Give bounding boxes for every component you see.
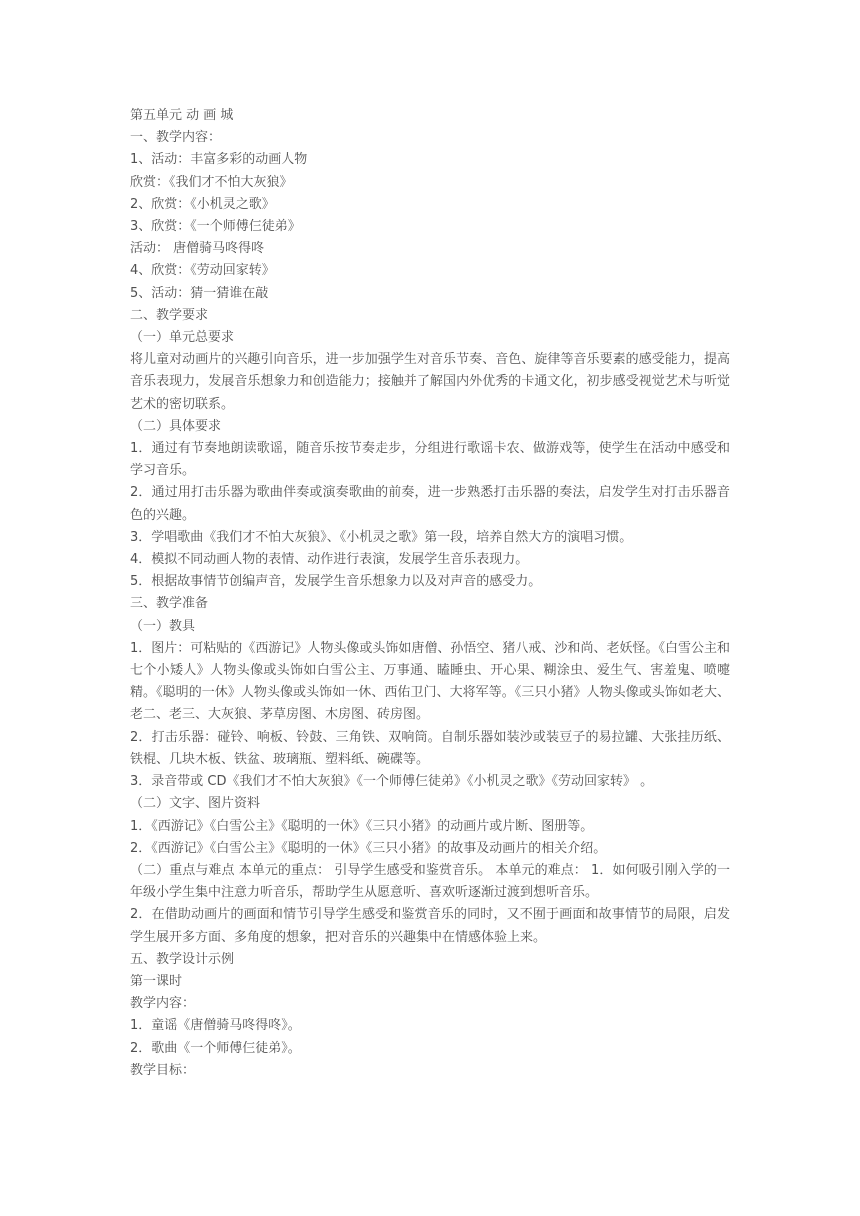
key-points-paragraph: （二）重点与难点 本单元的重点： 引导学生感受和鉴赏音乐。 本单元的难点： 1．如何吸引刚入学的一年级小学生集中注意力听音乐，帮助学生从愿意听、喜欢听逐渐过渡到想听音乐。 (130, 862, 730, 901)
section-heading-requirements: 二、教学要求 (130, 307, 209, 323)
requirement-item-3: 3．学唱歌曲《我们才不怕大灰狼》、《小机灵之歌》第一段，培养自然大方的演唱习惯。 (130, 529, 633, 545)
lesson-content-item-1: 1．童谣《唐僧骑马咚得咚》。 (130, 1018, 301, 1034)
content-item-5: 5、活动：猜一猜谁在敲 (130, 285, 269, 301)
requirement-item-4: 4．模拟不同动画人物的表情、动作进行表演，发展学生音乐表现力。 (130, 552, 529, 568)
requirement-item-5: 5．根据故事情节创编声音，发展学生音乐想象力以及对声音的感受力。 (130, 574, 542, 590)
key-points-item-2: 2．在借助动画片的画面和情节引导学生感受和鉴赏音乐的同时，又不囿于画面和故事情节的局限，启发学生展开多方面、多角度的想象，把对音乐的兴趣集中在情感体验上来。 (130, 907, 730, 945)
subheading-specific-requirements: （二）具体要求 (130, 418, 222, 434)
requirement-item-2: 2．通过用打击乐器为歌曲伴奏或演奏歌曲的前奏，进一步熟悉打击乐器的奏法，启发学生对打击乐器音色的兴趣。 (130, 485, 730, 523)
section-heading-design-example: 五、教学设计示例 (130, 951, 235, 967)
lesson-content-label: 教学内容： (130, 996, 196, 1012)
content-item-3: 3、欣赏：《一个师傅仨徒弟》 (130, 219, 301, 235)
teaching-aid-item-1: 1．图片：可粘贴的《西游记》人物头像或头饰如唐僧、孙悟空、猪八戒、沙和尚、老妖怪。《白雪公主和七个小矮人》人物头像或头饰如白雪公主、万事通、瞌睡虫、开心果、糊涂虫、爱生气、害羞鬼、喷嚏精。《聪明的一休》人物头像或头饰如一休、西佑卫门、大将军等。《三只小猪》人物头像或头饰如老大、老二、老三、大灰狼、茅草房图、木房图、砖房图。 (130, 640, 730, 723)
subheading-overall-requirements: （一）单元总要求 (130, 330, 235, 346)
overall-requirements-paragraph: 将儿童对动画片的兴趣引向音乐，进一步加强学生对音乐节奏、音色、旋律等音乐要素的感受能力，提高音乐表现力，发展音乐想象力和创造能力；接触并了解国内外优秀的卡通文化，初步感受视觉艺术与听觉艺术的密切联系。 (130, 352, 730, 412)
content-item-activity: 活动： 唐僧骑马咚得咚 (130, 241, 265, 257)
lesson-one-heading: 第一课时 (130, 973, 183, 989)
content-item-4: 4、欣赏：《劳动回家转》 (130, 263, 275, 279)
lesson-objectives-label: 教学目标： (130, 1062, 196, 1078)
content-item-appreciation: 欣赏：《我们才不怕大灰狼》 (130, 174, 293, 190)
subheading-teaching-aids: （一）教具 (130, 618, 196, 634)
document-body (130, 105, 730, 1082)
teaching-aid-item-3: 3．录音带或 CD《我们才不怕大灰狼》《一个师傅仨徒弟》《小机灵之歌》《劳动回家转》 。 (130, 774, 654, 790)
materials-item-2: 2．《西游记》《白雪公主》《聪明的一休》《三只小猪》的故事及动画片的相关介绍。 (130, 840, 607, 856)
content-item-1: 1、活动：丰富多彩的动画人物 (130, 152, 308, 168)
teaching-aid-item-2: 2．打击乐器：碰铃、响板、铃鼓、三角铁、双响筒。自制乐器如装沙或装豆子的易拉罐、大张挂历纸、铁棍、几块木板、铁盆、玻璃瓶、塑料纸、碗碟等。 (130, 729, 730, 767)
unit-title: 第五单元 动 画 城 (130, 108, 234, 123)
materials-item-1: 1．《西游记》《白雪公主》《聪明的一休》《三只小猪》的动画片或片断、图册等。 (130, 818, 594, 834)
lesson-content-item-2: 2．歌曲《一个师傅仨徒弟》。 (130, 1040, 301, 1056)
requirement-item-1: 1．通过有节奏地朗读歌谣，随音乐按节奏走步，分组进行歌谣卡农、做游戏等，使学生在活动中感受和学习音乐。 (130, 441, 730, 479)
section-heading-preparation: 三、教学准备 (130, 596, 209, 612)
subheading-materials: （二）文字、图片资料 (130, 796, 261, 812)
section-heading-content: 一、教学内容： (130, 130, 222, 146)
content-item-2: 2、欣赏：《小机灵之歌》 (130, 196, 275, 212)
